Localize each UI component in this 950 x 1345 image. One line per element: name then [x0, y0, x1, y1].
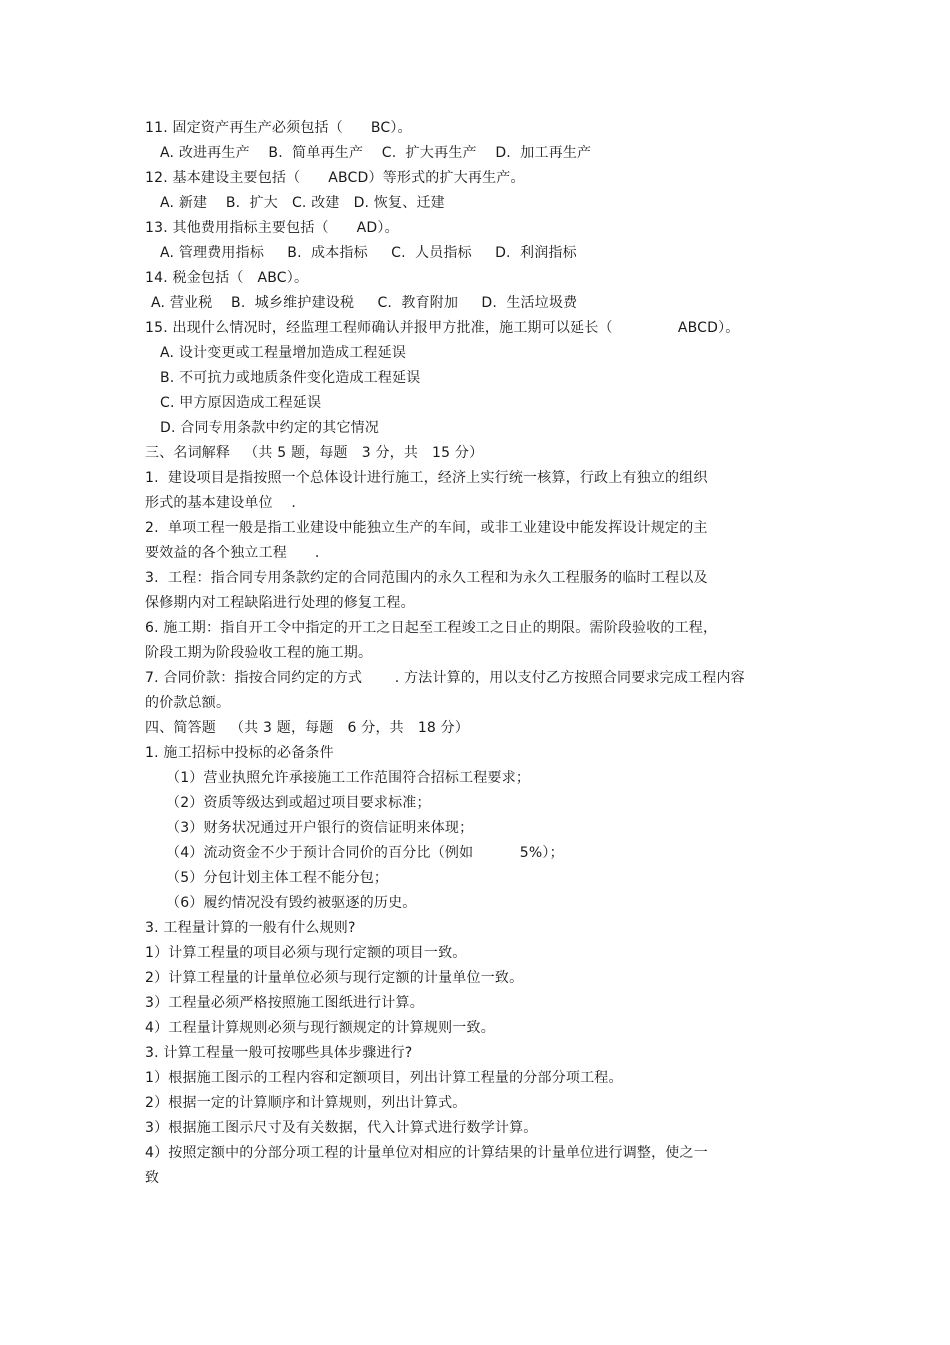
question-14-options: A. 营业税 B. 城乡维护建设税 C. 教育附加 D. 生活垃圾费 — [151, 295, 578, 311]
answer-3a-item-2: 2）计算工程量的计量单位必须与现行定额的计量单位一致。 — [145, 970, 524, 986]
answer-3b-title: 3. 计算工程量一般可按哪些具体步骤进行? — [145, 1045, 413, 1061]
section-4-heading: 四、简答题 （共 3 题，每题 6 分，共 18 分） — [145, 720, 470, 736]
question-15-option-d: D. 合同专用条款中约定的其它情况 — [160, 420, 380, 436]
answer-3b-item-2: 2）根据一定的计算顺序和计算规则，列出计算式。 — [145, 1095, 467, 1111]
question-13: 13. 其他费用指标主要包括（ AD）。 — [145, 220, 399, 236]
term-2-line-2: 要效益的各个独立工程 . — [145, 545, 320, 561]
section-3-heading: 三、名词解释 （共 5 题，每题 3 分，共 15 分） — [145, 445, 484, 461]
answer-3b-item-4-line-1: 4）按照定额中的分部分项工程的计量单位对相应的计算结果的计量单位进行调整，使之一 — [145, 1145, 708, 1161]
question-11: 11. 固定资产再生产必须包括（ BC）。 — [145, 120, 412, 136]
question-15-option-b: B. 不可抗力或地质条件变化造成工程延误 — [160, 370, 421, 386]
answer-1-title: 1. 施工招标中投标的必备条件 — [145, 745, 334, 761]
answer-3b-item-3: 3）根据施工图示尺寸及有关数据，代入计算式进行数学计算。 — [145, 1120, 538, 1136]
answer-3b-item-1: 1）根据施工图示的工程内容和定额项目，列出计算工程量的分部分项工程。 — [145, 1070, 623, 1086]
term-3-line-1: 3. 工程：指合同专用条款约定的合同范围内的永久工程和为永久工程服务的临时工程以及 — [145, 570, 708, 586]
answer-1-item-3: （3）财务状况通过开户银行的资信证明来体现； — [166, 820, 474, 836]
term-6-line-1: 6. 施工期：指自开工令中指定的开工之日起至工程竣工之日止的期限。需阶段验收的工程， — [145, 620, 718, 636]
question-12: 12. 基本建设主要包括（ ABCD）等形式的扩大再生产。 — [145, 170, 525, 186]
term-7-line-2: 的价款总额。 — [145, 695, 231, 711]
term-7-line-1: 7. 合同价款：指按合同约定的方式 . 方法计算的，用以支付乙方按照合同要求完成工程内容 — [145, 670, 745, 686]
answer-1-item-1: （1）营业执照允许承接施工工作范围符合招标工程要求； — [166, 770, 531, 786]
question-11-options: A. 改进再生产 B. 简单再生产 C. 扩大再生产 D. 加工再生产 — [160, 145, 592, 161]
question-15: 15. 出现什么情况时，经监理工程师确认并报甲方批准，施工期可以延长（ ABCD）。 — [145, 320, 740, 336]
question-13-options: A. 管理费用指标 B. 成本指标 C. 人员指标 D. 利润指标 — [160, 245, 577, 261]
question-14: 14. 税金包括（ ABC）。 — [145, 270, 309, 286]
term-3-line-2: 保修期内对工程缺陷进行处理的修复工程。 — [145, 595, 415, 611]
term-6-line-2: 阶段工期为阶段验收工程的施工期。 — [145, 645, 373, 661]
answer-1-item-5: （5）分包计划主体工程不能分包； — [166, 870, 389, 886]
term-1-line-1: 1. 建设项目是指按照一个总体设计进行施工，经济上实行统一核算，行政上有独立的组织 — [145, 470, 708, 486]
answer-1-item-2: （2）资质等级达到或超过项目要求标准； — [166, 795, 431, 811]
answer-1-item-6: （6）履约情况没有毁约被驱逐的历史。 — [166, 895, 417, 911]
term-2-line-1: 2. 单项工程一般是指工业建设中能独立生产的车间，或非工业建设中能发挥设计规定的主 — [145, 520, 708, 536]
answer-3a-item-3: 3）工程量必须严格按照施工图纸进行计算。 — [145, 995, 424, 1011]
term-1-line-2: 形式的基本建设单位 . — [145, 495, 297, 511]
question-15-option-a: A. 设计变更或工程量增加造成工程延误 — [160, 345, 407, 361]
answer-1-item-4: （4）流动资金不少于预计合同价的百分比（例如 5%）； — [166, 845, 564, 861]
question-12-options: A. 新建 B. 扩大 C. 改建 D. 恢复、迁建 — [160, 195, 445, 211]
answer-3a-item-1: 1）计算工程量的项目必须与现行定额的项目一致。 — [145, 945, 467, 961]
answer-3a-title: 3. 工程量计算的一般有什么规则? — [145, 920, 356, 936]
answer-3b-item-4-line-2: 致 — [145, 1170, 160, 1186]
answer-3a-item-4: 4）工程量计算规则必须与现行额规定的计算规则一致。 — [145, 1020, 495, 1036]
question-15-option-c: C. 甲方原因造成工程延误 — [160, 395, 322, 411]
